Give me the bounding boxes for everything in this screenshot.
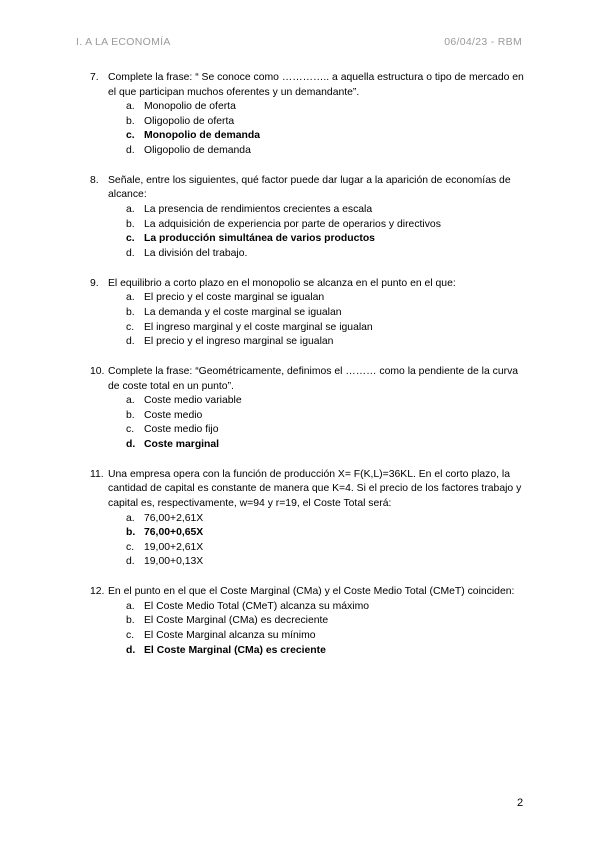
- question-list: [90, 71, 530, 674]
- option-d: [108, 555, 530, 570]
- option-text: 76,00+0,65X: [144, 527, 204, 539]
- question-number: 9.: [90, 277, 99, 289]
- option-letter: a.: [126, 101, 135, 113]
- option-text: La demanda y el coste marginal se igualan: [144, 306, 342, 318]
- option-letter: b.: [126, 615, 135, 627]
- option-letter: a.: [126, 600, 135, 612]
- option-list: [108, 394, 530, 452]
- option-letter: c.: [126, 233, 135, 245]
- option-text: El Coste Marginal (CMa) es creciente: [144, 644, 326, 656]
- option-c: [108, 321, 530, 336]
- option-a: [108, 291, 530, 306]
- option-c-correct: [108, 232, 530, 247]
- option-text: Oligopolio de oferta: [144, 115, 235, 127]
- option-text: Coste medio fijo: [144, 424, 219, 436]
- option-d-correct: [108, 438, 530, 453]
- option-text: Oligopolio de demanda: [144, 144, 251, 156]
- option-c: [108, 423, 530, 438]
- option-text: Monopolio de demanda: [144, 130, 261, 142]
- option-text: La producción simultánea de varios productos: [144, 233, 375, 245]
- option-list: [108, 512, 530, 570]
- option-a: [108, 394, 530, 409]
- option-text: El Coste Marginal (CMa) es decreciente: [144, 615, 329, 627]
- option-letter: c.: [126, 424, 135, 436]
- option-c-correct: [108, 129, 530, 144]
- option-text: Coste marginal: [144, 438, 220, 450]
- option-text: La presencia de rendimientos crecientes a escala: [144, 204, 373, 216]
- header-title: I. A LA ECONOMÍA: [76, 36, 171, 48]
- option-d: [108, 335, 530, 350]
- page-header: [76, 36, 522, 50]
- question-text: Complete la frase: “Geométricamente, definimos el ……… como la pendiente de la curva de coste total en un punto”.: [108, 365, 519, 392]
- option-letter: d.: [126, 247, 135, 259]
- question-9: [90, 277, 530, 350]
- option-list: [108, 100, 530, 158]
- option-text: Monopolio de oferta: [144, 101, 236, 113]
- option-b-correct: [108, 526, 530, 541]
- question-number: 7.: [90, 72, 99, 83]
- option-text: 19,00+2,61X: [144, 541, 204, 553]
- option-letter: b.: [126, 306, 135, 318]
- option-text: El precio y el ingreso marginal se igualan: [144, 336, 334, 348]
- question-text: El equilibrio a corto plazo en el monopolio se alcanza en el punto en el que:: [108, 277, 456, 289]
- option-letter: a.: [126, 395, 135, 407]
- option-letter: b.: [126, 409, 135, 421]
- option-b: [108, 115, 530, 130]
- question-number: 8.: [90, 174, 99, 186]
- question-12: [90, 585, 530, 658]
- option-letter: d.: [126, 144, 135, 156]
- option-d: [108, 247, 530, 262]
- option-letter: a.: [126, 512, 135, 524]
- question-number: 10.: [90, 365, 105, 377]
- option-text: El ingreso marginal y el coste marginal se igualan: [144, 321, 373, 333]
- option-text: 19,00+0,13X: [144, 556, 204, 568]
- option-text: Coste medio variable: [144, 395, 242, 407]
- option-a: [108, 100, 530, 115]
- option-letter: c.: [126, 630, 135, 642]
- option-d-correct: [108, 644, 530, 659]
- option-list: [108, 203, 530, 261]
- option-a: [108, 600, 530, 615]
- question-text: Complete la frase: “ Se conoce como ………….. a aquella estructura o tipo de mercado en el que participan muchos oferentes y un demandante”.: [108, 72, 524, 98]
- option-letter: a.: [126, 204, 135, 216]
- option-a: [108, 512, 530, 527]
- option-b: [108, 306, 530, 321]
- option-d: [108, 144, 530, 159]
- option-letter: d.: [126, 336, 135, 348]
- option-text: El Coste Medio Total (CMeT) alcanza su máximo: [144, 600, 370, 612]
- question-7: [90, 71, 530, 159]
- option-letter: b.: [126, 527, 136, 539]
- option-c: [108, 629, 530, 644]
- option-letter: d.: [126, 556, 135, 568]
- option-letter: d.: [126, 644, 136, 656]
- page-number: 2: [517, 797, 524, 809]
- header-date: 06/04/23 - RBM: [444, 36, 522, 48]
- option-letter: b.: [126, 218, 135, 230]
- option-letter: c.: [126, 541, 135, 553]
- question-number: 12.: [90, 586, 105, 598]
- option-list: [108, 291, 530, 349]
- option-letter: c.: [126, 130, 135, 142]
- option-b: [108, 409, 530, 424]
- option-c: [108, 541, 530, 556]
- option-list: [108, 600, 530, 658]
- question-11: [90, 468, 530, 570]
- option-letter: d.: [126, 438, 136, 450]
- question-text: En el punto en el que el Coste Marginal (CMa) y el Coste Medio Total (CMeT) coinciden:: [108, 586, 515, 598]
- option-text: El precio y el coste marginal se igualan: [144, 292, 325, 304]
- question-text: Una empresa opera con la función de producción X= F(K,L)=36KL. En el corto plazo, la cantidad de capital es constante de manera que K=4. Si el precio de los factores trabajo y capital es, respectivamente, w=94 y r=19, el Coste Total será:: [108, 468, 522, 510]
- option-text: 76,00+2,61X: [144, 512, 204, 524]
- option-letter: a.: [126, 292, 135, 304]
- question-10: [90, 365, 530, 453]
- option-letter: c.: [126, 321, 135, 333]
- option-text: La división del trabajo.: [144, 247, 248, 259]
- option-text: El Coste Marginal alcanza su mínimo: [144, 630, 316, 642]
- question-number: 11.: [90, 468, 104, 480]
- option-text: La adquisición de experiencia por parte de operarios y directivos: [144, 218, 441, 230]
- option-b: [108, 614, 530, 629]
- question-text: Señale, entre los siguientes, qué factor puede dar lugar a la aparición de economías de alcance:: [108, 174, 511, 201]
- option-text: Coste medio: [144, 409, 203, 421]
- option-a: [108, 203, 530, 218]
- question-8: [90, 174, 530, 262]
- option-letter: b.: [126, 115, 135, 127]
- option-b: [108, 218, 530, 233]
